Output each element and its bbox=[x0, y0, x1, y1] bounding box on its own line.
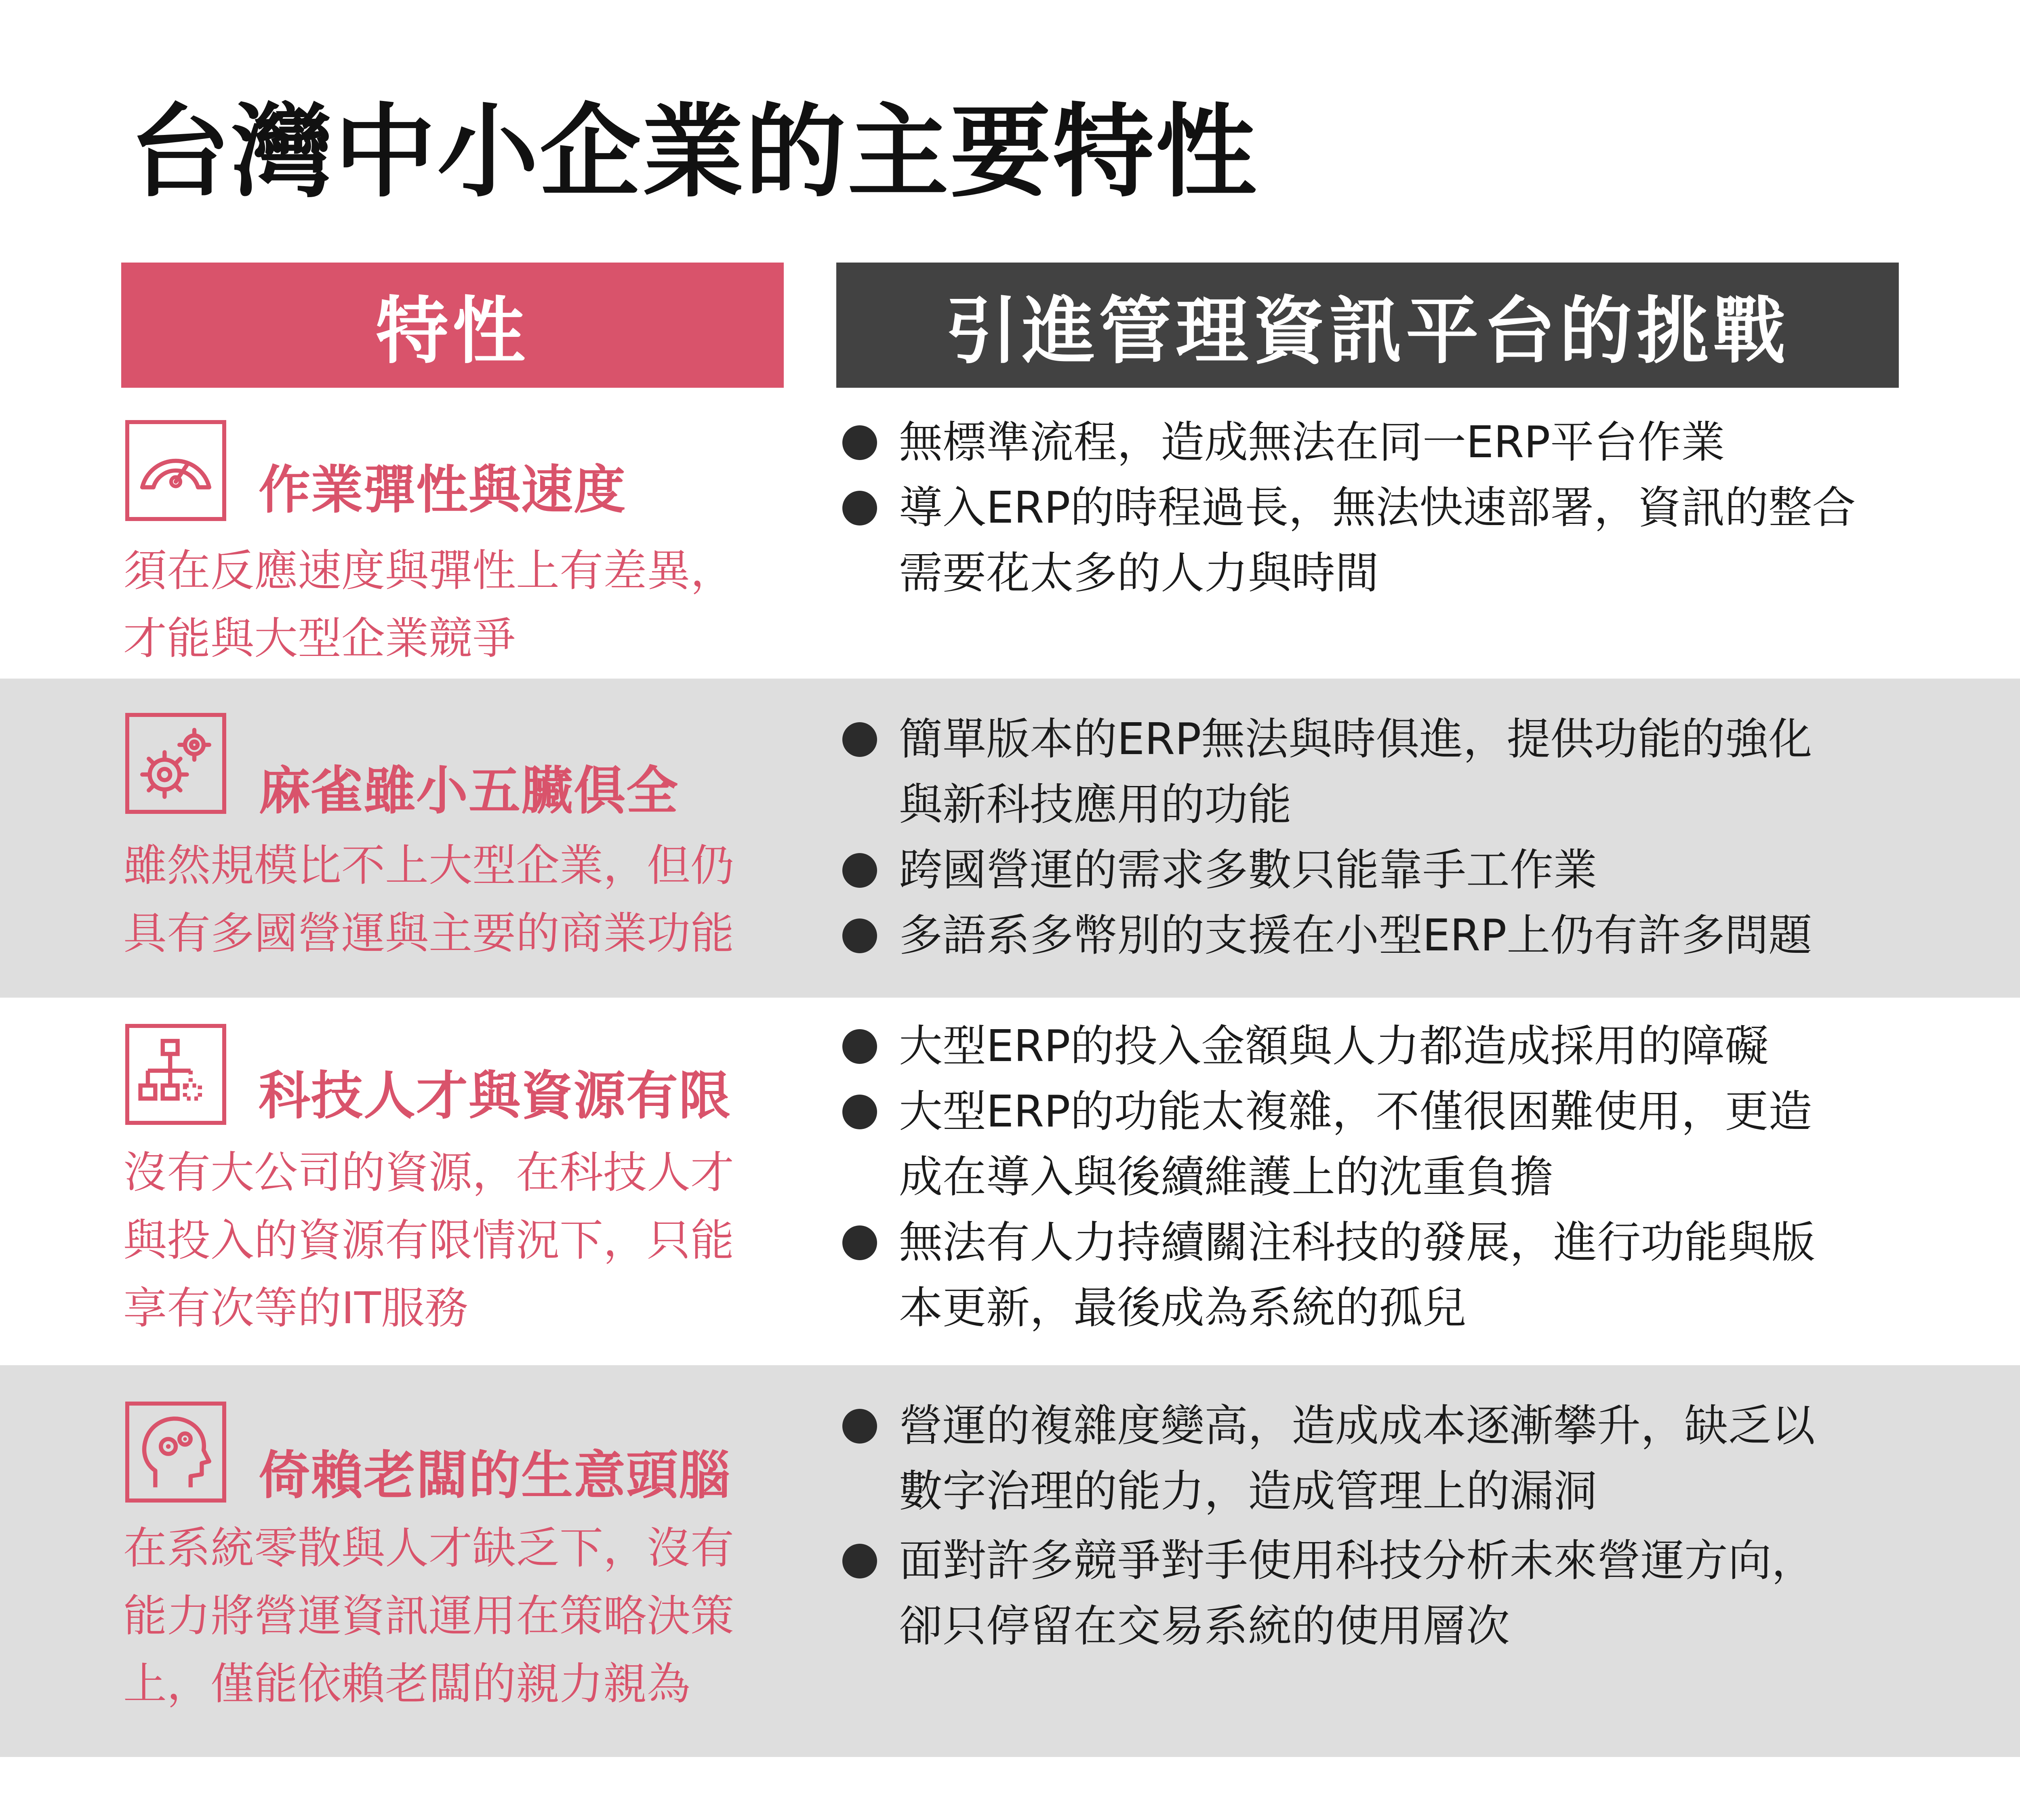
bullet-icon bbox=[842, 853, 877, 888]
challenge-list bbox=[838, 707, 1905, 969]
bullet-icon bbox=[842, 1029, 877, 1064]
trait-description: 雖然規模比不上大型企業，但仍 具有多國營運與主要的商業功能 bbox=[123, 841, 734, 959]
challenge-list bbox=[838, 1393, 1905, 1659]
bullet-icon bbox=[842, 1544, 877, 1578]
challenge-item: 跨國營運的需求多數只能靠手工作業 bbox=[838, 838, 1905, 903]
trait-name: 倚賴老闆的生意頭腦 bbox=[259, 1446, 732, 1506]
org-chart-icon bbox=[125, 1024, 226, 1125]
head-gears-icon bbox=[125, 1402, 226, 1503]
bullet-icon bbox=[842, 1095, 877, 1129]
bullet-icon bbox=[842, 918, 877, 953]
bullet-icon bbox=[842, 1225, 877, 1260]
bullet-icon bbox=[842, 722, 877, 757]
trait-name: 作業彈性與速度 bbox=[259, 460, 627, 520]
header-challenge: 引進管理資訊平台的挑戰 bbox=[836, 263, 1899, 388]
trait-description: 沒有大公司的資源，在科技人才 與投入的資源有限情況下，只能 享有次等的IT服務 bbox=[123, 1147, 734, 1334]
speedometer-icon bbox=[125, 420, 226, 521]
bullet-icon bbox=[842, 491, 877, 525]
challenge-item: 大型ERP的投入金額與人力都造成採用的障礙 bbox=[838, 1014, 1905, 1079]
gears-icon bbox=[125, 713, 226, 814]
challenge-list bbox=[838, 410, 1905, 606]
challenge-list bbox=[838, 1014, 1905, 1341]
challenge-item: 營運的複雜度變高，造成成本逐漸攀升，缺乏以 數字治理的能力，造成管理上的漏洞 bbox=[838, 1393, 1905, 1524]
challenge-item: 面對許多競爭對手使用科技分析未來營運方向， 卻只停留在交易系統的使用層次 bbox=[838, 1528, 1905, 1659]
challenge-item: 大型ERP的功能太複雜，不僅很困難使用，更造 成在導入與後續維護上的沈重負擔 bbox=[838, 1079, 1905, 1210]
bullet-icon bbox=[842, 1409, 877, 1444]
trait-name: 科技人才與資源有限 bbox=[259, 1066, 732, 1126]
challenge-item: 導入ERP的時程過長，無法快速部署，資訊的整合 需要花太多的人力與時間 bbox=[838, 475, 1905, 606]
challenge-item: 簡單版本的ERP無法與時俱進，提供功能的強化 與新科技應用的功能 bbox=[838, 707, 1905, 838]
challenge-item: 多語系多幣別的支援在小型ERP上仍有許多問題 bbox=[838, 903, 1905, 969]
header-trait: 特性 bbox=[121, 263, 784, 388]
challenge-item: 無標準流程，造成無法在同一ERP平台作業 bbox=[838, 410, 1905, 475]
trait-description: 須在反應速度與彈性上有差異， 才能與大型企業競爭 bbox=[123, 546, 734, 664]
trait-description: 在系統零散與人才缺乏下，沒有 能力將營運資訊運用在策略決策 上，僅能依賴老闆的親力親為 bbox=[123, 1523, 734, 1709]
trait-name: 麻雀雖小五臟俱全 bbox=[259, 761, 679, 821]
challenge-item: 無法有人力持續關注科技的發展，進行功能與版 本更新，最後成為系統的孤兒 bbox=[838, 1210, 1905, 1341]
page-title: 台灣中小企業的主要特性 bbox=[129, 92, 1258, 211]
bullet-icon bbox=[842, 425, 877, 460]
